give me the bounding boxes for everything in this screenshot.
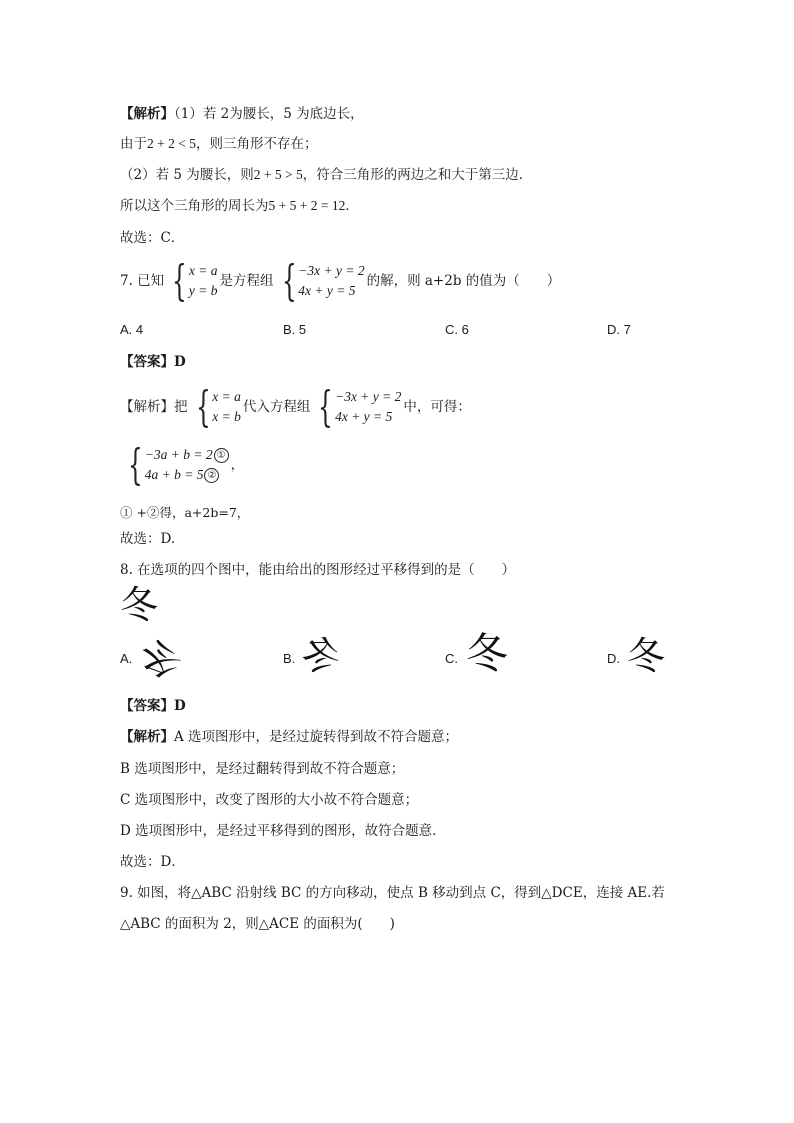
- q6-analysis-line-1: 【解析】（1）若 2为腰长，5 为底边长，: [120, 106, 364, 122]
- q7-question: 7. 已知 { x = a y = b 是方程组 { −3x + y = 2 4x + y = 5 的解，则 a+2b 的值为（ ）: [120, 256, 561, 305]
- q6-choose: 故选：C．: [120, 230, 185, 246]
- analysis-label: 【解析】: [120, 106, 174, 122]
- q9-question-line-1: 9. 如图，将△ABC 沿射线 BC 的方向移动，使点 B 移动到点 C，得到△DCE，连接 AE.若: [120, 885, 665, 901]
- q8-question: 8. 在选项的四个图中，能由给出的图形经过平移得到的是（ ）: [120, 562, 516, 578]
- circled-two: ②: [204, 468, 219, 483]
- q8-option-d-label: D.: [607, 651, 620, 666]
- q8-analysis-3: C 选项图形中，改变了图形的大小故不符合题意；: [120, 792, 419, 808]
- equation-system: { −3x + y = 2 4x + y = 5: [318, 382, 402, 431]
- inequality: 2 + 5 > 5: [253, 167, 303, 182]
- q7-combine: ① +②得，a+2b=7，: [120, 505, 250, 520]
- q8-option-b-label: B.: [283, 651, 296, 666]
- q8-option-d-figure: 冬: [627, 634, 666, 678]
- q8-answer: 【答案】D: [120, 698, 186, 714]
- q7-choose: 故选：D.: [120, 531, 176, 547]
- q7-option-b: B. 5: [283, 322, 307, 337]
- q8-analysis-4: D 选项图形中，是经过平移得到的图形，故符合题意．: [120, 823, 446, 839]
- q7-result-system: { −3a + b = 2 ① 4a + b = 5 ② ，: [128, 440, 245, 489]
- circled-one: ①: [214, 448, 229, 463]
- q8-analysis-2: B 选项图形中，是经过翻转得到故不符合题意；: [120, 761, 405, 777]
- given-figure: 冬: [120, 583, 159, 627]
- q8-option-a-figure: 冬: [133, 630, 189, 686]
- system-solution: { x = a y = b: [172, 256, 218, 305]
- q9-question-line-2: △ABC 的面积为 2，则△ACE 的面积为( ): [120, 916, 395, 932]
- q6-analysis-line-4: 所以这个三角形的周长为5 + 5 + 2 = 12．: [120, 198, 359, 214]
- q8-option-a-label: A.: [120, 651, 133, 666]
- q7-analysis: 【解析】把 { x = a x = b 代入方程组 { −3x + y = 2 4x + y = 5 中，可得：: [120, 382, 471, 431]
- q8-choose: 故选：D．: [120, 854, 185, 870]
- q7-answer: 【答案】D: [120, 354, 186, 370]
- equation-system: { −3x + y = 2 4x + y = 5: [281, 256, 365, 305]
- q8-analysis-1: 【解析】A 选项图形中，是经过旋转得到故不符合题意；: [120, 729, 459, 745]
- perimeter-equation: 5 + 5 + 2 = 12: [268, 198, 346, 213]
- q6-analysis-line-2: 由于2 + 2 < 5，则三角形不存在；: [120, 136, 318, 152]
- q8-option-b-figure: 冬: [302, 634, 341, 678]
- inequality: 2 + 2 < 5: [147, 136, 196, 151]
- q8-option-c-figure: 冬: [466, 629, 509, 678]
- q7-option-d: D. 7: [607, 322, 631, 337]
- substitution-system: { x = a x = b: [195, 382, 241, 431]
- q8-option-c-label: C.: [445, 651, 458, 666]
- q7-option-c: C. 6: [445, 322, 469, 337]
- q7-option-a: A. 4: [120, 322, 144, 337]
- q6-analysis-line-3: （2）若 5 为腰长，则2 + 5 > 5，符合三角形的两边之和大于第三边．: [120, 167, 533, 183]
